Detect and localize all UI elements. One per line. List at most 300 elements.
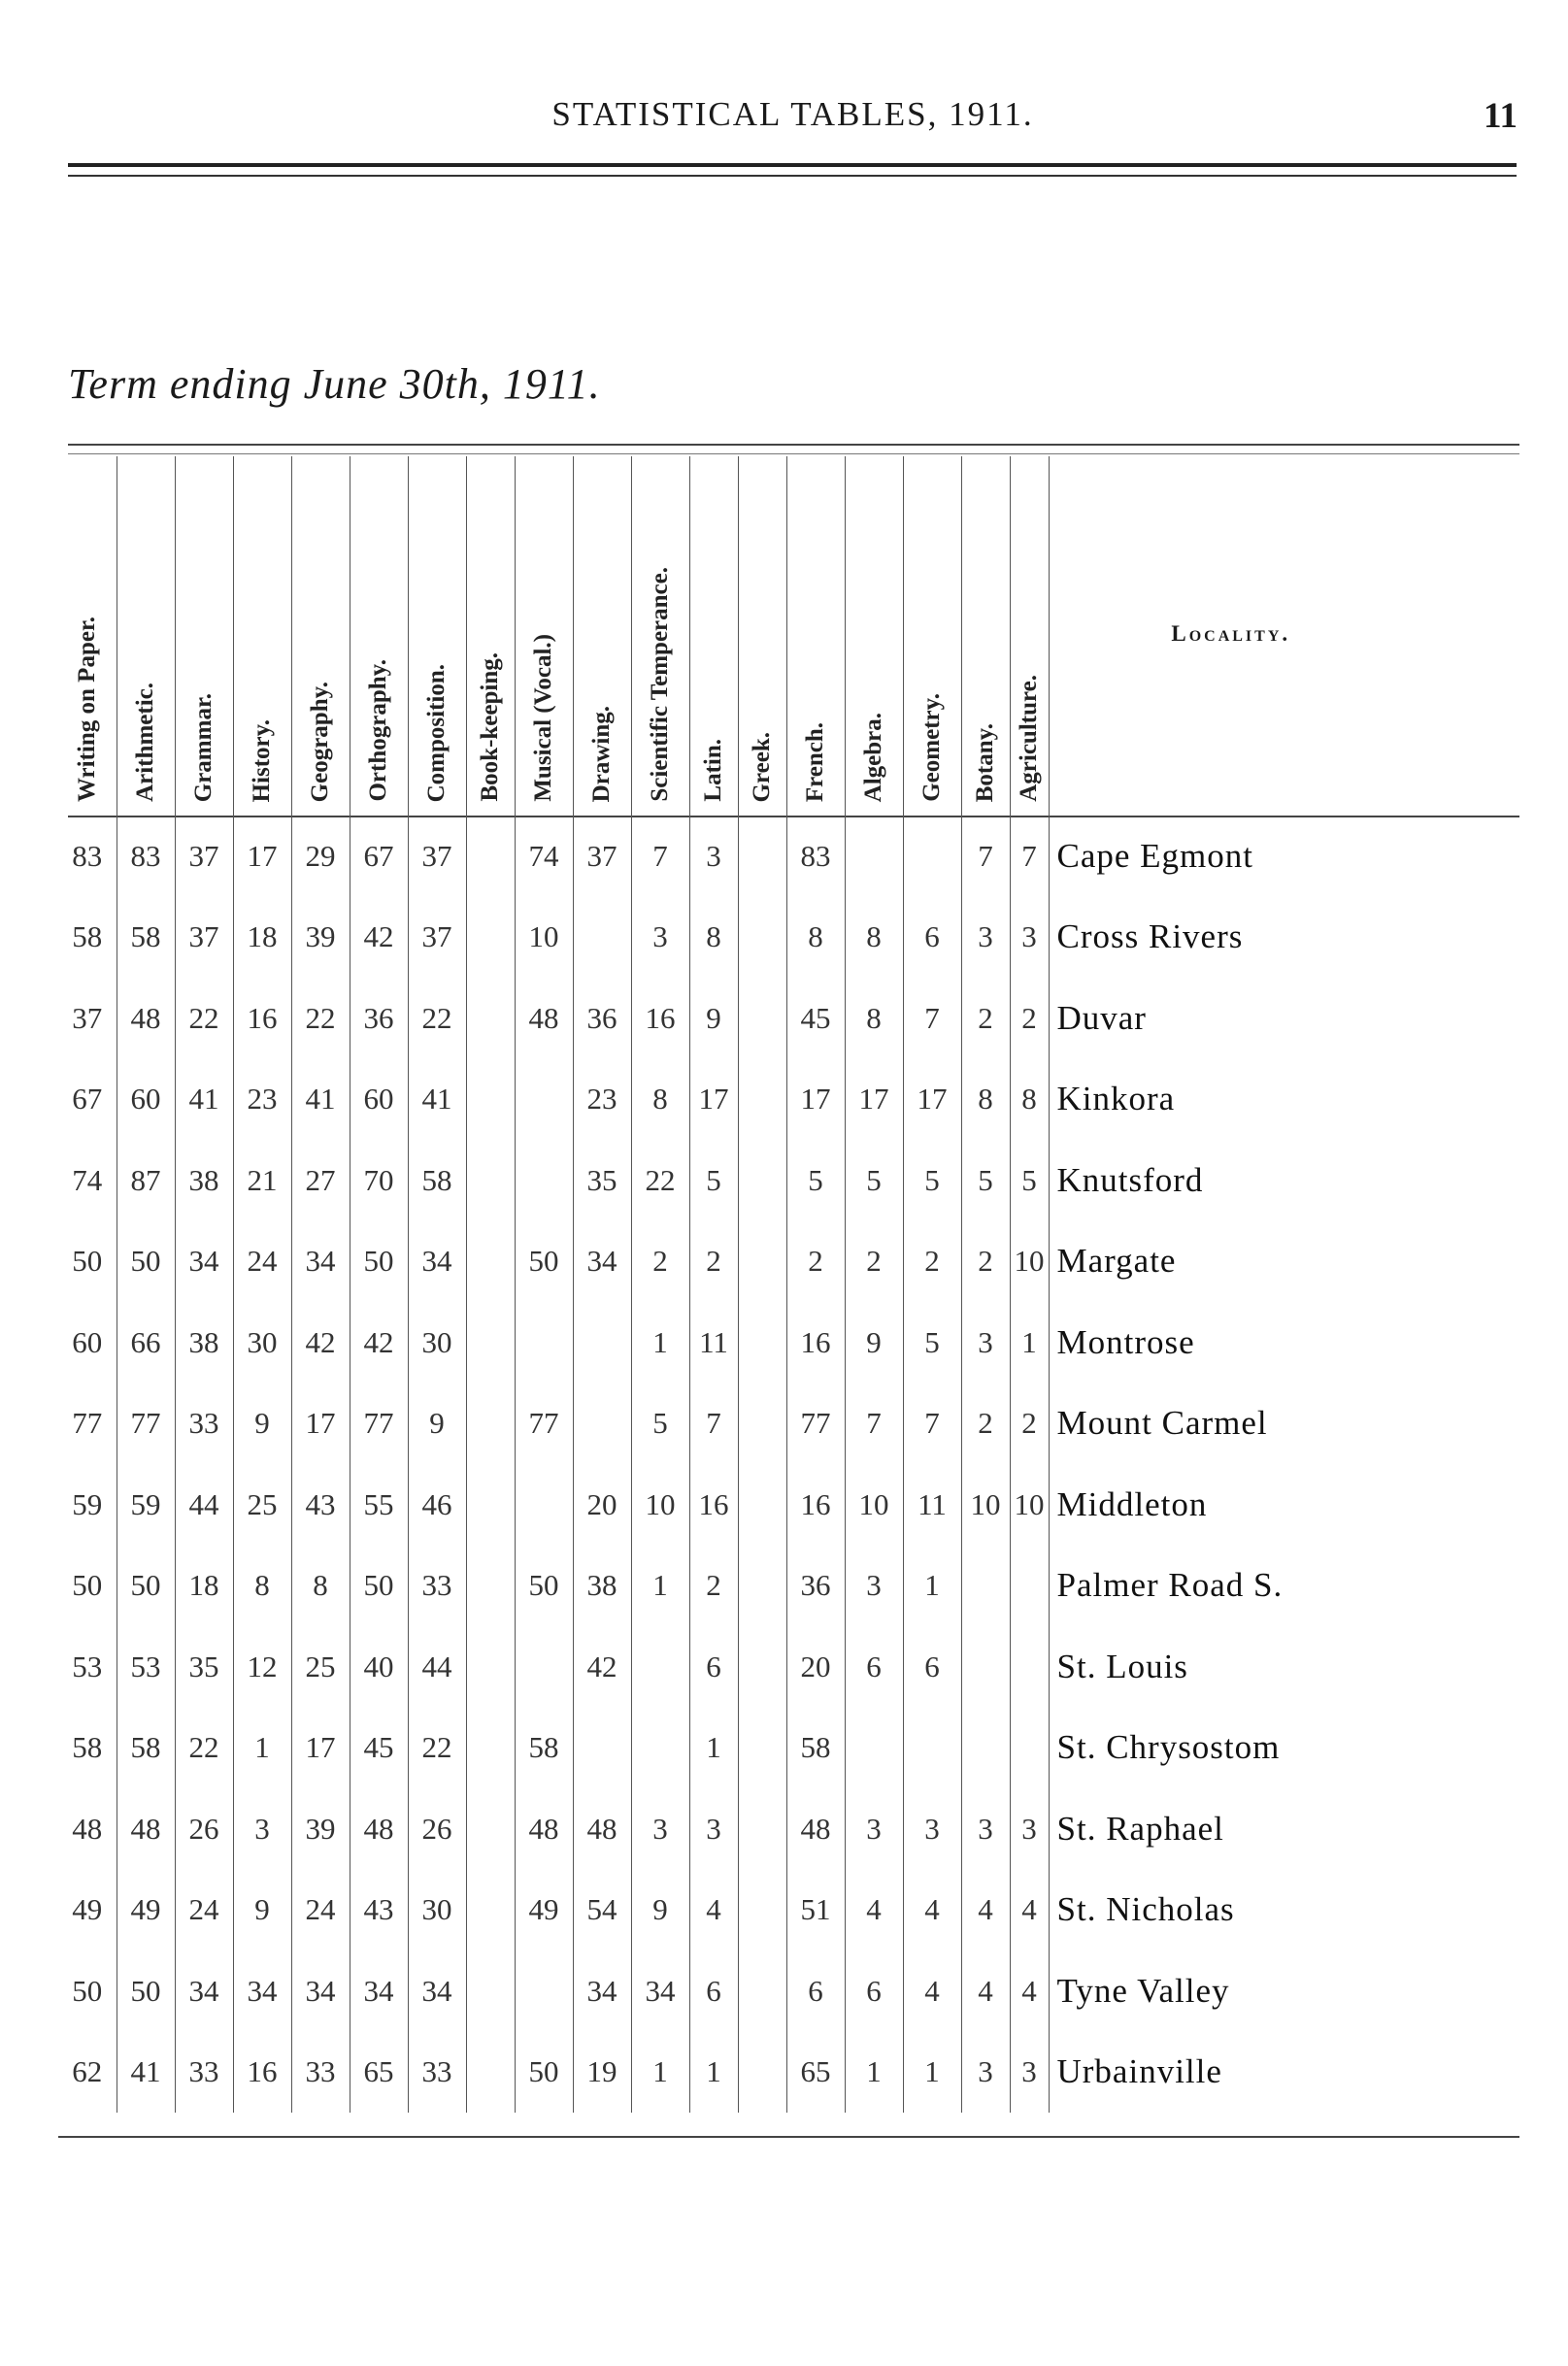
table-cell: 2 [689,1221,738,1303]
table-cell [738,1546,786,1627]
subject-header-label: Agriculture. [1016,675,1042,802]
table-cell: 38 [175,1302,233,1383]
table-cell [903,816,961,897]
table-cell: 1 [233,1708,291,1789]
table-cell: 9 [233,1870,291,1951]
table-cell [631,1708,689,1789]
table-cell [845,1708,903,1789]
table-row [58,1950,1413,2032]
table-cell: 7 [631,816,689,897]
table-cell: 34 [175,1950,233,2032]
table-cell: 1 [903,2032,961,2114]
table-cell [466,2032,515,2114]
table-cell: 20 [573,1464,631,1546]
table-cell [738,1140,786,1221]
subject-header-label: Writing on Paper. [73,616,100,802]
table-cell: 30 [233,1302,291,1383]
table-cell: 16 [233,978,291,1059]
page-number: 11 [1484,96,1518,136]
table-cell: 55 [350,1464,408,1546]
table-cell: 33 [175,1383,233,1465]
table-cell [466,1140,515,1221]
subject-header [233,456,291,816]
table-cell [738,1788,786,1870]
table-cell: 3 [631,897,689,979]
table-cell: 10 [961,1464,1010,1546]
table-cell: 2 [689,1546,738,1627]
table-cell: 58 [72,919,103,954]
locality-header-label: Locality. [1171,621,1291,646]
table-cell: 22 [175,978,233,1059]
table-cell: 48 [515,978,573,1059]
table-cell: 23 [573,1059,631,1141]
table-cell: 41 [408,1059,466,1141]
table-cell [466,1464,515,1546]
table-cell: 10 [845,1464,903,1546]
table-cell: 22 [631,1140,689,1221]
table-cell: 77 [72,1406,103,1441]
table-cell [466,978,515,1059]
table-cell: 17 [786,1059,845,1141]
table-cell: 19 [573,2032,631,2114]
subject-header-label: Latin. [700,739,726,802]
subject-header [845,456,903,816]
subject-header-label: Composition. [423,663,450,802]
table-cell [961,1708,1010,1789]
table-cell: 83 [72,838,103,873]
table-cell: 51 [786,1870,845,1951]
table-cell: 2 [845,1221,903,1303]
table-cell: 3 [903,1788,961,1870]
table-cell [466,1059,515,1141]
table-cell: 34 [631,1950,689,2032]
subject-header [175,456,233,816]
locality-header [1049,456,1413,816]
table-cell: 35 [175,1626,233,1708]
table-cell: 30 [408,1870,466,1951]
table-cell: 5 [689,1140,738,1221]
table-cell: 42 [291,1302,350,1383]
table-cell [515,1950,573,2032]
table-cell: 4 [961,1870,1010,1951]
table-cell: 24 [291,1870,350,1951]
table-cell: 58 [786,1708,845,1789]
statistics-table [58,456,1413,2113]
table-cell: 24 [175,1870,233,1951]
table-cell: 4 [903,1950,961,2032]
table-cell: 9 [689,978,738,1059]
table-cell: 48 [350,1788,408,1870]
table-cell: 53 [117,1626,175,1708]
table-row [58,1221,1413,1303]
table-cell: 8 [845,897,903,979]
table-cell: 41 [117,2032,175,2114]
table-row [58,1302,1413,1383]
table-cell: 77 [117,1383,175,1465]
table-cell: 44 [408,1626,466,1708]
table-cell: 3 [689,1788,738,1870]
table-cell: 1 [1010,1302,1049,1383]
table-cell: 8 [233,1546,291,1627]
table-cell [573,1302,631,1383]
table-cell [738,1302,786,1383]
table-cell [631,1626,689,1708]
table-row [58,2032,1413,2114]
table-cell: 49 [72,1892,103,1927]
table-cell: 48 [573,1788,631,1870]
table-cell: 60 [117,1059,175,1141]
table-cell: 7 [961,816,1010,897]
page-header [68,85,1518,144]
table-cell: 3 [233,1788,291,1870]
locality-cell: Kinkora [1049,1059,1413,1141]
table-cell: 35 [573,1140,631,1221]
table-cell: 58 [117,1708,175,1789]
table-cell: 50 [350,1546,408,1627]
table-cell [466,897,515,979]
table-cell: 1 [631,1302,689,1383]
table-cell [1010,1708,1049,1789]
table-cell: 59 [117,1464,175,1546]
table-cell: 50 [72,1244,103,1279]
table-cell: 3 [1010,2032,1049,2114]
table-cell: 43 [291,1464,350,1546]
table-cell: 11 [903,1464,961,1546]
table-cell: 37 [573,816,631,897]
table-cell: 2 [961,978,1010,1059]
table-cell: 4 [1010,1950,1049,2032]
table-cell [466,1302,515,1383]
table-cell: 36 [350,978,408,1059]
table-cell: 65 [350,2032,408,2114]
table-cell: 48 [786,1788,845,1870]
table-cell [573,897,631,979]
subject-header [738,456,786,816]
locality-cell: Margate [1049,1221,1413,1303]
table-cell: 16 [233,2032,291,2114]
table-cell [466,1950,515,2032]
table-cell: 87 [117,1140,175,1221]
table-cell: 8 [1010,1059,1049,1141]
subject-header [515,456,573,816]
table-top-rule-thin [68,453,1519,454]
subject-header-label: Musical (Vocal.) [530,634,556,802]
table-cell: 41 [291,1059,350,1141]
table-cell: 5 [631,1383,689,1465]
table-cell: 46 [408,1464,466,1546]
table-cell: 17 [903,1059,961,1141]
table-cell: 34 [291,1221,350,1303]
table-cell: 34 [350,1950,408,2032]
table-cell: 48 [117,1788,175,1870]
table-cell: 67 [350,816,408,897]
table-cell: 37 [175,816,233,897]
table-cell: 2 [1010,1383,1049,1465]
table-cell: 54 [573,1870,631,1951]
table-cell: 27 [291,1140,350,1221]
table-cell: 3 [961,897,1010,979]
table-row [58,1708,1413,1789]
header-rule [68,163,1517,167]
subject-header-label: History. [249,718,275,802]
table-cell: 58 [408,1140,466,1221]
table-cell: 4 [961,1950,1010,2032]
table-cell: 17 [689,1059,738,1141]
subject-header-label: Book-keeping. [477,652,503,802]
table-cell: 50 [72,1568,103,1603]
table-row [58,1626,1413,1708]
table-cell: 37 [408,897,466,979]
table-cell [738,1870,786,1951]
table-cell: 45 [350,1708,408,1789]
table-cell: 1 [689,2032,738,2114]
table-cell: 60 [350,1059,408,1141]
table-row [58,1059,1413,1141]
table-cell: 34 [573,1950,631,2032]
table-cell: 60 [72,1324,103,1359]
subject-header-label: Drawing. [588,705,615,802]
table-cell: 1 [689,1708,738,1789]
table-cell: 4 [1010,1870,1049,1951]
subject-header [408,456,466,816]
table-cell: 8 [786,897,845,979]
table-row [58,1546,1413,1627]
table-cell [738,1059,786,1141]
table-cell: 34 [291,1950,350,2032]
table-cell: 9 [845,1302,903,1383]
table-top-rule [68,444,1519,446]
locality-cell: Cape Egmont [1049,816,1413,897]
table-cell: 48 [515,1788,573,1870]
table-cell [738,816,786,897]
table-cell: 3 [689,816,738,897]
subject-header [573,456,631,816]
table-cell: 2 [961,1221,1010,1303]
table-cell: 58 [72,1730,103,1765]
table-cell: 48 [117,978,175,1059]
table-cell [1010,1546,1049,1627]
table-cell: 9 [408,1383,466,1465]
table-cell: 43 [350,1870,408,1951]
table-cell: 22 [408,978,466,1059]
table-cell: 45 [786,978,845,1059]
table-cell: 49 [515,1870,573,1951]
table-cell: 17 [233,816,291,897]
table-cell: 62 [72,2054,103,2089]
table-cell: 37 [408,816,466,897]
table-cell: 3 [845,1546,903,1627]
table-cell: 30 [408,1302,466,1383]
table-cell: 7 [845,1383,903,1465]
table-cell: 4 [845,1870,903,1951]
table-cell: 34 [573,1221,631,1303]
table-row [58,978,1413,1059]
table-cell: 53 [72,1649,103,1683]
table-cell: 41 [175,1059,233,1141]
table-cell: 33 [175,2032,233,2114]
table-cell: 58 [117,897,175,979]
table-cell: 6 [845,1626,903,1708]
table-cell: 67 [72,1082,103,1116]
table-cell: 7 [689,1383,738,1465]
table-cell [466,816,515,897]
subject-header-label: Orthography. [365,659,391,802]
table-cell [515,1302,573,1383]
table-row [58,1464,1413,1546]
table-cell [738,1950,786,2032]
table-cell: 26 [408,1788,466,1870]
table-cell [738,2032,786,2114]
table-cell: 25 [233,1464,291,1546]
table-cell: 3 [1010,897,1049,979]
table-cell: 1 [631,2032,689,2114]
table-cell: 8 [631,1059,689,1141]
table-cell [738,1626,786,1708]
subject-header [903,456,961,816]
table-row [58,1140,1413,1221]
table-cell: 50 [515,2032,573,2114]
subject-header-label: Grammar. [190,692,217,802]
table-cell: 17 [845,1059,903,1141]
subject-header [786,456,845,816]
table-cell [738,1708,786,1789]
table-cell [515,1464,573,1546]
table-cell: 58 [515,1708,573,1789]
table-cell: 38 [175,1140,233,1221]
table-cell: 2 [903,1221,961,1303]
subject-header-label: Arithmetic. [132,683,158,802]
table-cell: 16 [631,978,689,1059]
table-cell: 3 [631,1788,689,1870]
table-cell: 29 [291,816,350,897]
table-cell: 9 [233,1383,291,1465]
table-cell: 10 [515,897,573,979]
table-row [58,897,1413,979]
table-cell: 2 [961,1383,1010,1465]
table-cell: 5 [903,1302,961,1383]
table-cell [466,1546,515,1627]
table-cell [738,978,786,1059]
table-cell: 6 [845,1950,903,2032]
table-cell: 2 [1010,978,1049,1059]
table-cell [573,1383,631,1465]
subject-header-label: Geometry. [918,693,945,802]
table-cell: 6 [689,1626,738,1708]
table-cell: 1 [845,2032,903,2114]
table-cell: 10 [631,1464,689,1546]
table-cell: 6 [786,1950,845,2032]
table-cell: 16 [689,1464,738,1546]
table-cell: 83 [117,816,175,897]
table-cell [961,1626,1010,1708]
table-cell: 7 [1010,816,1049,897]
table-cell [515,1626,573,1708]
table-cell: 50 [350,1221,408,1303]
table-cell: 9 [631,1870,689,1951]
running-title: STATISTICAL TABLES, 1911. [551,95,1034,133]
table-cell: 8 [845,978,903,1059]
table-cell [1010,1626,1049,1708]
table-cell: 17 [291,1708,350,1789]
table-cell: 3 [845,1788,903,1870]
subject-header [961,456,1010,816]
locality-cell: Duvar [1049,978,1413,1059]
table-cell: 36 [786,1546,845,1627]
table-cell: 18 [175,1546,233,1627]
locality-cell: Knutsford [1049,1140,1413,1221]
table-cell: 16 [786,1302,845,1383]
locality-cell: Cross Rivers [1049,897,1413,979]
table-cell: 2 [786,1221,845,1303]
table-cell: 34 [408,1950,466,2032]
subject-header [1010,456,1049,816]
table-cell: 6 [903,897,961,979]
table-cell: 50 [72,1973,103,2008]
table-cell: 8 [689,897,738,979]
subject-header [466,456,515,816]
locality-cell: St. Louis [1049,1626,1413,1708]
subject-header [350,456,408,816]
table-cell: 5 [961,1140,1010,1221]
table-cell [738,897,786,979]
table-cell: 24 [233,1221,291,1303]
table-cell: 1 [903,1546,961,1627]
table-body [58,816,1413,2113]
table-cell: 18 [233,897,291,979]
table-cell [515,1059,573,1141]
table-cell: 59 [72,1486,103,1521]
table-cell: 42 [573,1626,631,1708]
table-cell: 7 [903,1383,961,1465]
table-cell: 3 [961,1302,1010,1383]
subject-header-row [58,456,1413,816]
table-cell [515,1140,573,1221]
table-cell: 74 [515,816,573,897]
table-cell: 34 [408,1221,466,1303]
table-cell: 38 [573,1546,631,1627]
table-cell: 50 [515,1546,573,1627]
table-cell: 8 [291,1546,350,1627]
table-cell [466,1221,515,1303]
table-cell [845,816,903,897]
table-cell [466,1708,515,1789]
table-cell: 83 [786,816,845,897]
locality-cell: St. Chrysostom [1049,1708,1413,1789]
table-cell: 22 [175,1708,233,1789]
subject-header-label: French. [802,721,828,802]
table-cell: 17 [291,1383,350,1465]
table-row [58,1870,1413,1951]
table-row [58,816,1413,897]
table-cell: 20 [786,1626,845,1708]
subject-header [58,456,117,816]
table-cell: 22 [408,1708,466,1789]
table-row [58,1383,1413,1465]
table-cell: 77 [350,1383,408,1465]
table-cell: 10 [1010,1464,1049,1546]
table-cell: 26 [175,1788,233,1870]
locality-cell: Tyne Valley [1049,1950,1413,2032]
table-cell: 33 [408,2032,466,2114]
table-cell [573,1708,631,1789]
table-cell: 5 [845,1140,903,1221]
subject-header [117,456,175,816]
locality-cell: Palmer Road S. [1049,1546,1413,1627]
table-cell: 77 [515,1383,573,1465]
table-cell [738,1383,786,1465]
table-cell: 22 [291,978,350,1059]
locality-cell: Middleton [1049,1464,1413,1546]
